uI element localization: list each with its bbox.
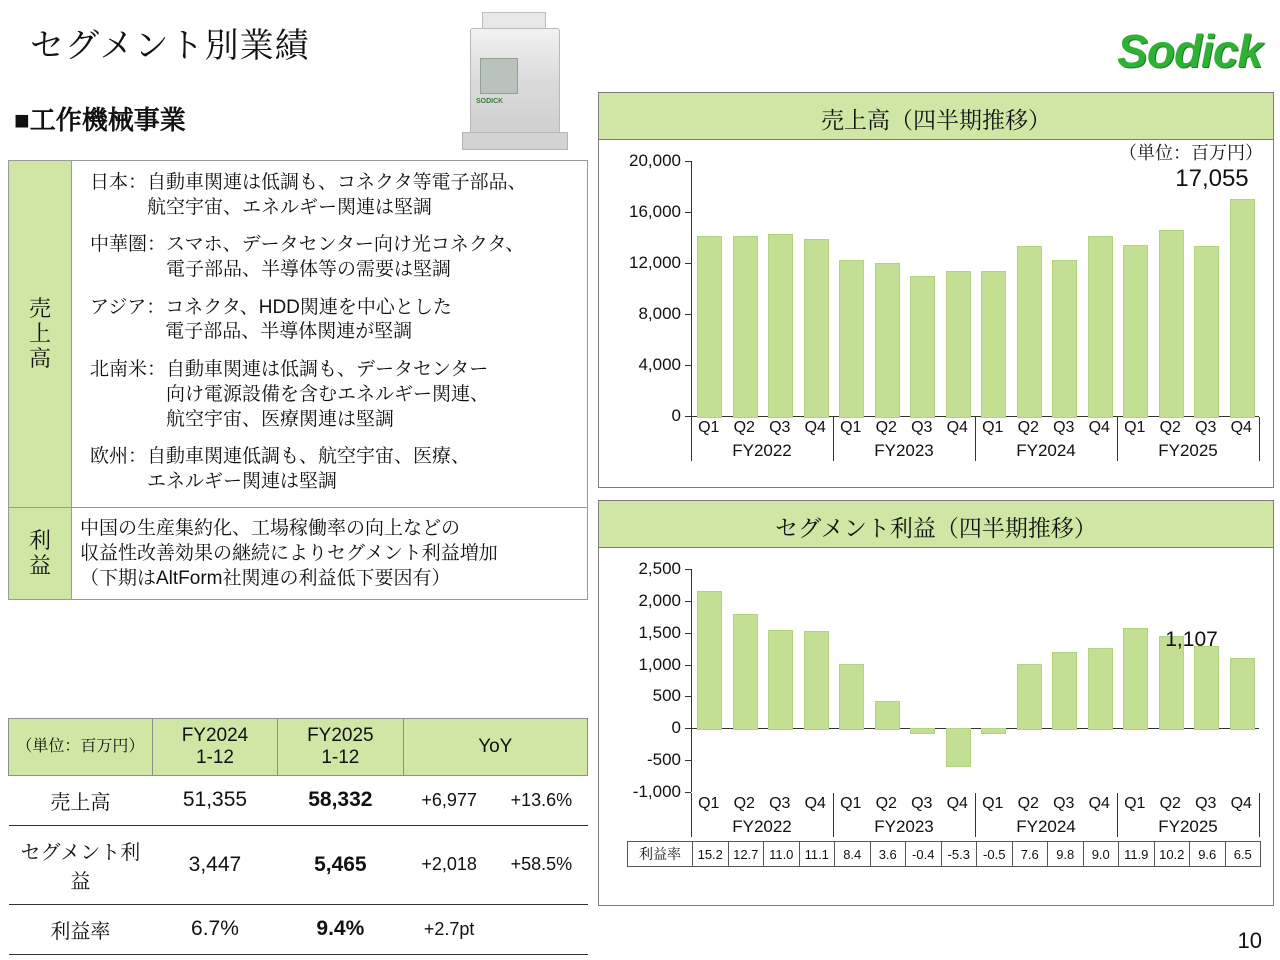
chart-bar — [1123, 628, 1148, 730]
cell-segment-profit-fy2025: 5,465 — [278, 825, 403, 904]
chart-bar — [910, 276, 935, 418]
chart-bar — [1230, 199, 1255, 418]
profit-margin-cell: 11.9 — [1119, 842, 1155, 866]
y-axis — [691, 161, 692, 416]
value-annotation: 1,107 — [1165, 627, 1218, 651]
region-text-europe: 自動車関連低調も、航空宇宙、医療、 エネルギー関連は堅調 — [147, 446, 471, 492]
page-title: セグメント別業績 — [30, 27, 310, 65]
sales-chart-plot — [599, 139, 1273, 487]
sales-header-char-2: 上 — [28, 321, 51, 347]
cell-net-sales-fy2025: 58,332 — [278, 775, 403, 825]
x-tick-label: Q1 — [982, 419, 1004, 436]
chart-bar — [1052, 652, 1077, 731]
y-tick-label: 1,000 — [638, 654, 681, 674]
machine-brand-label: SODICK — [476, 98, 504, 105]
page-number: 10 — [1237, 928, 1262, 953]
profit-chart-title: セグメント利益（四半期推移） — [775, 515, 1097, 541]
value-annotation: 17,055 — [1175, 164, 1249, 192]
chart-bar — [1159, 230, 1184, 418]
chart-bar — [981, 728, 1006, 734]
x-tick-label: Q3 — [769, 795, 791, 812]
profit-description-body: 中国の生産集約化、工場稼働率の向上などの 収益性改善効果の継続によりセグメント利益増加 （下期はAltForm社関連の利益低下要因有） — [80, 517, 498, 589]
x-tick-label: Q3 — [911, 795, 933, 812]
group-label: FY2025 — [1158, 441, 1218, 460]
table-unit-header: （単位：百万円） — [9, 719, 153, 776]
x-tick-label: Q2 — [875, 419, 897, 436]
chart-bar — [733, 614, 758, 730]
x-tick-label: Q2 — [1017, 795, 1039, 812]
group-label: FY2023 — [874, 817, 934, 836]
cell-profit-margin-yoy: +2.7pt — [403, 904, 587, 954]
chart-bar — [1088, 648, 1113, 731]
x-tick-label: Q4 — [1230, 795, 1252, 812]
chart-bar — [1052, 260, 1077, 418]
x-tick-label: Q3 — [911, 419, 933, 436]
y-tick-label: 12,000 — [629, 253, 681, 272]
region-label-asia: アジア： — [90, 296, 166, 318]
sales-chart-unit: （単位：百万円） — [1119, 143, 1263, 163]
profit-margin-cell: 9.8 — [1048, 842, 1084, 866]
region-text-americas: 自動車関連は低調も、データセンター 向け電源設備を含むエネルギー関連、 航空宇宙、医療関連は堅調 — [166, 359, 490, 430]
x-tick-label: Q4 — [1230, 419, 1252, 436]
region-item-greater-china — [82, 233, 581, 282]
profit-margin-cell: 9.6 — [1190, 842, 1226, 866]
region-item-americas — [82, 358, 581, 432]
group-label: FY2022 — [732, 441, 792, 460]
region-item-japan — [82, 171, 581, 220]
x-tick-label: Q2 — [733, 795, 755, 812]
financial-summary-table — [8, 718, 588, 955]
chart-bar — [1194, 246, 1219, 418]
x-tick-label: Q3 — [769, 419, 791, 436]
group-separator — [1259, 793, 1260, 837]
y-tick-label: 2,000 — [638, 590, 681, 610]
x-tick-label: Q1 — [698, 419, 720, 436]
profit-margin-cell: 7.6 — [1013, 842, 1049, 866]
sales-header-char-1: 売 — [28, 295, 51, 321]
region-label-americas: 北南米： — [90, 359, 167, 381]
table-header-yoy: YoY — [403, 719, 587, 776]
x-tick-label: Q4 — [1088, 795, 1110, 812]
region-text-japan: 自動車関連は低調も、コネクタ等電子部品、 航空宇宙、エネルギー関連は堅調 — [147, 172, 527, 218]
profit-margin-cell: 11.0 — [764, 842, 800, 866]
y-axis — [691, 569, 692, 792]
profit-margin-cell: 8.4 — [835, 842, 871, 866]
sales-header-char-3: 高 — [28, 346, 51, 372]
chart-bar — [697, 591, 722, 730]
profit-margin-cell: 15.2 — [693, 842, 729, 866]
profit-margin-cell: 9.0 — [1084, 842, 1120, 866]
region-label-greater-china: 中華圏： — [90, 234, 167, 256]
x-tick-label: Q3 — [1195, 795, 1217, 812]
table-row — [9, 904, 588, 954]
chart-bar — [733, 236, 758, 418]
y-tick-label: -1,000 — [632, 782, 681, 801]
cell-segment-profit-fy2024: 3,447 — [152, 825, 277, 904]
x-tick-label: Q4 — [804, 419, 826, 436]
chart-bar — [946, 728, 971, 767]
chart-bar — [1123, 245, 1148, 418]
machine-window — [480, 58, 518, 94]
chart-bar — [946, 271, 971, 418]
y-tick-label: 0 — [671, 406, 681, 425]
row-label-segment-profit: セグメント利益 — [9, 825, 153, 904]
profit-header-char-1: 利 — [28, 527, 51, 553]
x-tick-label: Q2 — [875, 795, 897, 812]
group-label: FY2025 — [1158, 817, 1218, 836]
profit-margin-row — [627, 841, 1261, 867]
x-tick-label: Q2 — [733, 419, 755, 436]
machine-photo — [452, 6, 576, 154]
y-tick — [685, 665, 691, 666]
machine-base — [462, 132, 568, 150]
chart-bar — [1017, 246, 1042, 418]
y-tick — [685, 760, 691, 761]
profit-margin-cell: -0.4 — [906, 842, 942, 866]
x-tick-label: Q1 — [982, 795, 1004, 812]
table-header-fy2024: FY2024 1-12 — [152, 719, 277, 776]
table-header-row — [9, 719, 588, 776]
region-text-asia: コネクタ、HDD関連を中心とした 電子部品、半導体関連が堅調 — [165, 296, 452, 343]
cell-net-sales-yoy: +6,977 +13.6% — [403, 775, 587, 825]
sales-row-header — [9, 161, 72, 507]
chart-bar — [839, 664, 864, 730]
chart-bar — [768, 630, 793, 730]
x-tick-label: Q1 — [840, 795, 862, 812]
cell-segment-profit-yoy: +2,018 +58.5% — [403, 825, 587, 904]
row-label-net-sales: 売上高 — [9, 775, 153, 825]
profit-margin-cell: 10.2 — [1155, 842, 1191, 866]
chart-bar — [768, 234, 793, 418]
chart-bar — [981, 271, 1006, 418]
region-label-europe: 欧州： — [90, 446, 148, 468]
company-logo: Sodick — [1117, 25, 1262, 77]
chart-bar — [804, 239, 829, 418]
profit-margin-cell: 11.1 — [800, 842, 836, 866]
x-tick-label: Q4 — [946, 795, 968, 812]
sales-chart-panel — [598, 92, 1274, 488]
x-tick-label: Q2 — [1159, 795, 1181, 812]
profit-margin-cell: 3.6 — [871, 842, 907, 866]
y-tick-label: 20,000 — [629, 151, 681, 170]
y-tick — [685, 212, 691, 213]
chart-bar — [910, 728, 935, 734]
table-row — [9, 825, 588, 904]
group-label: FY2023 — [874, 441, 934, 460]
cell-net-sales-fy2024: 51,355 — [152, 775, 277, 825]
x-tick-label: Q1 — [698, 795, 720, 812]
chart-bar — [1017, 664, 1042, 730]
y-tick-label: -500 — [646, 750, 681, 770]
segment-description-table — [8, 160, 588, 600]
region-label-japan: 日本： — [90, 172, 148, 193]
x-tick-label: Q4 — [1088, 419, 1110, 436]
row-label-profit-margin: 利益率 — [9, 904, 153, 954]
x-tick-label: Q2 — [1017, 419, 1039, 436]
profit-margin-cell: 6.5 — [1233, 846, 1252, 862]
x-tick-label: Q1 — [1124, 419, 1146, 436]
x-tick-label: Q3 — [1053, 795, 1075, 812]
y-tick — [685, 365, 691, 366]
sales-description-body — [72, 161, 587, 507]
profit-header-char-2: 益 — [28, 553, 51, 579]
x-tick-label: Q2 — [1159, 419, 1181, 436]
profit-chart-header — [599, 501, 1273, 548]
region-item-asia — [82, 296, 581, 345]
profit-chart-plot — [599, 547, 1273, 905]
table-header-fy2025: FY2025 1-12 — [278, 719, 403, 776]
y-tick-label: 0 — [671, 718, 681, 738]
x-tick-label: Q1 — [840, 419, 862, 436]
y-tick — [685, 161, 691, 162]
cell-profit-margin-fy2025: 9.4% — [278, 904, 403, 954]
y-tick-label: 8,000 — [638, 304, 681, 323]
profit-chart-panel — [598, 500, 1274, 906]
chart-bar — [839, 260, 864, 418]
chart-bar — [1088, 236, 1113, 418]
chart-bar — [875, 701, 900, 730]
profit-description-row — [8, 507, 588, 600]
profit-row-header — [9, 508, 72, 599]
y-tick-label: 2,500 — [638, 559, 681, 578]
y-tick — [685, 569, 691, 570]
sales-description-row — [8, 160, 588, 507]
cell-profit-margin-fy2024: 6.7% — [152, 904, 277, 954]
profit-margin-cell: -5.3 — [942, 842, 978, 866]
profit-margin-cell: -0.5 — [977, 842, 1013, 866]
profit-margin-cell: 12.7 — [729, 842, 765, 866]
group-label: FY2022 — [732, 817, 792, 836]
chart-bar — [804, 631, 829, 730]
table-row — [9, 775, 588, 825]
profit-margin-label: 利益率 — [628, 842, 693, 866]
chart-bar — [1230, 658, 1255, 731]
group-label: FY2024 — [1016, 441, 1076, 460]
x-tick-label: Q1 — [1124, 795, 1146, 812]
y-tick-label: 500 — [652, 686, 681, 706]
region-item-europe — [82, 445, 581, 494]
y-tick-label: 1,500 — [638, 622, 681, 642]
y-tick-label: 4,000 — [638, 355, 681, 374]
x-tick-label: Q3 — [1053, 419, 1075, 436]
x-tick-label: Q4 — [946, 419, 968, 436]
y-tick — [685, 633, 691, 634]
region-text-greater-china: スマホ、データセンター向け光コネクタ、 電子部品、半導体等の需要は堅調 — [166, 234, 525, 281]
y-tick — [685, 696, 691, 697]
group-separator — [1259, 417, 1260, 461]
group-label: FY2024 — [1016, 817, 1076, 836]
y-tick — [685, 601, 691, 602]
section-subtitle: ■工作機械事業 — [14, 105, 186, 135]
chart-bar — [875, 263, 900, 418]
y-tick — [685, 263, 691, 264]
y-tick — [685, 314, 691, 315]
y-tick-label: 16,000 — [629, 202, 681, 221]
x-tick-label: Q4 — [804, 795, 826, 812]
x-tick-label: Q3 — [1195, 419, 1217, 436]
sales-chart-title: 売上高（四半期推移） — [821, 107, 1051, 133]
chart-bar — [1194, 646, 1219, 730]
chart-bar — [697, 236, 722, 418]
